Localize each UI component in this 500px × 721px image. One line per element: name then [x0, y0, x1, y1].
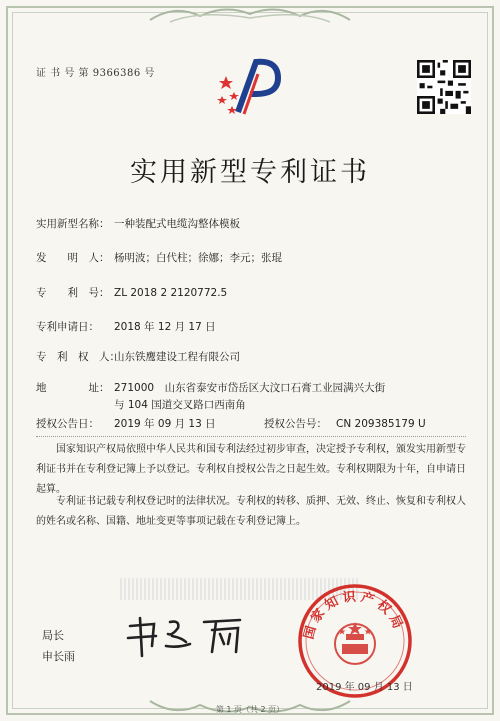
patentee-label: 专 利 权 人：: [36, 351, 120, 363]
patent-number-value: ZL 2018 2 2120772.5: [114, 287, 228, 299]
address-label: 地 址：: [36, 382, 110, 394]
grant-number-value: CN 209385179 U: [336, 418, 426, 430]
director-title: 局长: [42, 629, 64, 642]
page-number: 第 1 页（共 2 页）: [215, 705, 285, 714]
svg-text:国家知识产权局: [301, 588, 407, 641]
patent-number-label: 专 利 号：: [36, 287, 110, 299]
divider: [36, 436, 466, 437]
grant-date-row: [36, 416, 426, 431]
address-row-2: [36, 397, 246, 412]
inventor-value: 杨明波；白代柱；徐娜；李元；张琨: [114, 252, 282, 264]
filing-date-value: 2018 年 12 月 17 日: [114, 321, 216, 333]
certificate-number: 证 书 号 第 9366386 号: [36, 68, 155, 79]
seal-text: 国家知识产权局: [301, 589, 407, 641]
patentee-row: [36, 349, 240, 364]
grant-number-label: 授权公告号：: [264, 418, 327, 430]
grant-date-label: 授权公告日：: [36, 418, 99, 430]
grant-date-value: 2019 年 09 月 13 日: [114, 418, 216, 430]
patent-number-row: [36, 285, 227, 300]
seal-date: 2019 年 09 月 13 日: [316, 682, 413, 693]
inventor-row: [36, 250, 282, 265]
legal-status-statement: 专利证书记载专利权登记时的法律状况。专利权的转移、质押、无效、终止、恢复和专利权人的姓名或名称、国籍、地址变更等事项记载在专利登记簿上。: [36, 496, 466, 527]
director-signature: [120, 612, 250, 660]
filing-date-row: [36, 319, 216, 334]
filing-date-label: 专利申请日：: [36, 321, 99, 333]
director-name: 申长雨: [42, 650, 75, 663]
grant-statement: 国家知识产权局依照中华人民共和国专利法经过初步审查，决定授予专利权，颁发实用新型专利证书并在专利登记簿上予以登记。专利权自授权公告之日起生效。专利权期限为十年，自申请日起算。: [36, 444, 466, 495]
certificate-title: 实用新型专利证书: [130, 157, 370, 188]
top-ornament: [0, 0, 500, 26]
qr-code[interactable]: [417, 60, 471, 114]
utility-model-name-row: [36, 216, 240, 231]
name-label: 实用新型名称：: [36, 218, 110, 230]
address-row: [36, 380, 385, 395]
cnipa-emblem-icon: [208, 56, 288, 118]
inventor-label: 发 明 人：: [36, 252, 110, 264]
name-value: 一种装配式电缆沟整体模板: [114, 218, 240, 230]
address-line-1: 271000 山东省泰安市岱岳区大汶口石膏工业园满兴大街: [114, 382, 386, 394]
patentee-value: 山东铁鹰建设工程有限公司: [114, 351, 240, 363]
address-line-2: 与 104 国道交叉路口西南角: [114, 399, 246, 411]
